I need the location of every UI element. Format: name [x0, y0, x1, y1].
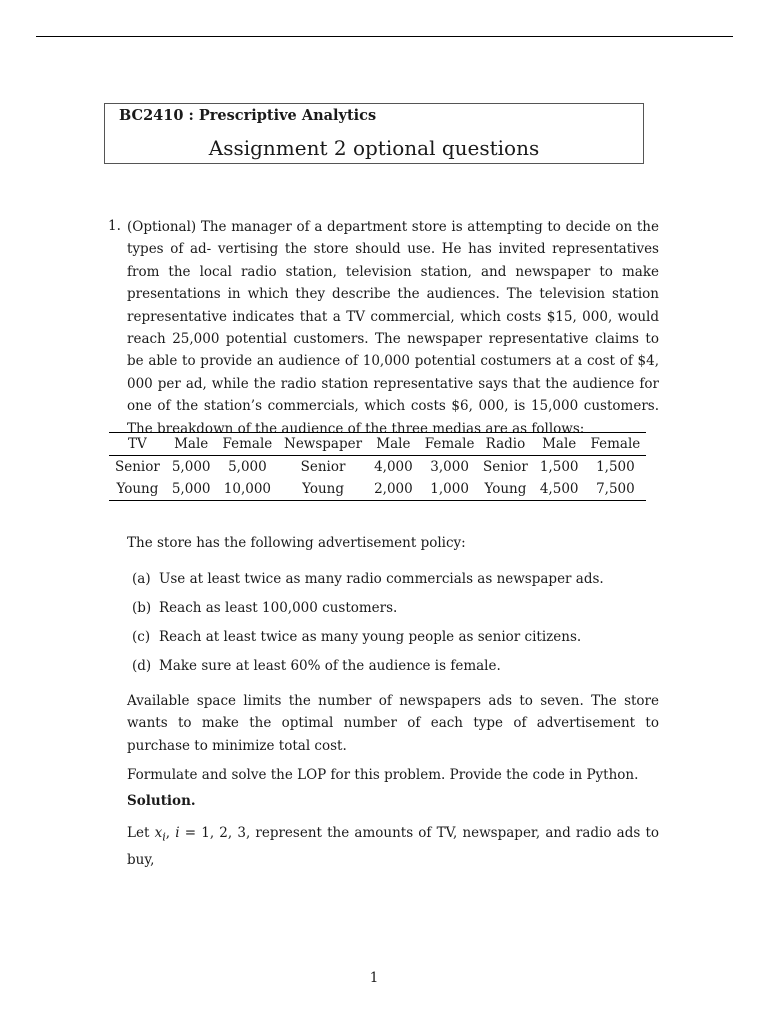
table-header-cell: Female	[590, 436, 641, 452]
list-item	[132, 568, 604, 597]
table-header-cell: Female	[424, 436, 475, 452]
variable-x: x	[154, 825, 163, 841]
table-cell: 10,000	[223, 481, 272, 497]
list-item	[132, 655, 604, 684]
table-header-cell: Female	[222, 436, 273, 452]
radio-audience-table	[477, 432, 646, 501]
index-range: = 1, 2, 3	[179, 825, 246, 841]
table-header-cell: Newspaper	[284, 436, 363, 452]
table-cell: 4,500	[539, 481, 579, 497]
task-paragraph: Formulate and solve the LOP for this problem. Provide the code in Python.	[127, 767, 639, 783]
table-cell: Senior	[300, 459, 346, 475]
policy-list	[132, 568, 604, 684]
table-cell: 1,500	[539, 459, 579, 475]
table-cell: Senior	[483, 459, 528, 475]
table-row	[278, 456, 481, 479]
list-item	[132, 626, 604, 655]
table-cell: 5,000	[228, 459, 267, 475]
table-cell: Young	[302, 481, 344, 497]
list-item	[132, 597, 604, 626]
index-variable: i	[175, 825, 180, 841]
table-cell: 2,000	[374, 481, 413, 497]
solution-paragraph	[127, 822, 659, 872]
table-header-row	[278, 433, 481, 456]
table-header-cell: TV	[128, 436, 147, 452]
table-row	[109, 478, 278, 501]
policy-intro: The store has the following advertisement policy:	[127, 535, 466, 551]
list-item-letter: (b)	[132, 600, 152, 616]
solution-suffix: , represent the amounts of TV, newspaper, and radio ads to buy,	[127, 825, 660, 869]
list-item-text: Make sure at least 60% of the audience is female.	[159, 658, 501, 674]
course-title: BC2410 : Prescriptive Analytics	[119, 107, 377, 124]
list-item-text: Reach as least 100,000 customers.	[159, 600, 398, 616]
table-header-cell: Male	[174, 436, 209, 452]
assignment-title: Assignment 2 optional questions	[208, 136, 540, 160]
table-row	[278, 478, 481, 501]
separator: ,	[165, 825, 176, 841]
variable-subscript: i	[162, 830, 166, 844]
table-cell: 1,000	[430, 481, 469, 497]
table-header-cell: Male	[542, 436, 577, 452]
list-item-letter: (a)	[132, 571, 151, 587]
table-row	[477, 456, 646, 479]
list-item-letter: (d)	[132, 658, 152, 674]
table-cell: 4,000	[374, 459, 413, 475]
header-box	[104, 103, 644, 164]
table-cell: 7,500	[596, 481, 635, 497]
table-header-row	[477, 433, 646, 456]
table-cell: Senior	[115, 459, 160, 475]
solution-heading: Solution.	[127, 793, 196, 809]
table-header-cell: Radio	[485, 436, 526, 452]
tv-audience-table	[109, 432, 278, 501]
table-cell: 5,000	[171, 481, 211, 497]
question-paragraph: (Optional) The manager of a department store is attempting to decide on the types of ad- vertising the store should use. He has invited representatives from the local radio station, television station, and newspaper to make presentations in which they describe the audiences. The television station representative indicates that a TV commercial, which costs $15, 000, would reach 25,000 potential customers. The newspaper representative claims to be able to provide an audience of 10,000 potential costumers at a cost of $4, 000 per ad, while the radio station representative says that the audience for one of the station’s commercials, which costs $6, 000, is 15,000 customers. The breakdown of the audience of the three medias are as follows:	[127, 219, 659, 437]
table-cell: Young	[484, 481, 527, 497]
list-item-text: Reach at least twice as many young people as senior citizens.	[159, 629, 582, 645]
table-row	[477, 478, 646, 501]
list-item-letter: (c)	[132, 629, 151, 645]
table-header-cell: Male	[376, 436, 411, 452]
table-cell: Young	[116, 481, 159, 497]
page-number: 1	[369, 970, 379, 986]
table-cell: 1,500	[596, 459, 635, 475]
constraint-paragraph: Available space limits the number of newspapers ads to seven. The store wants to make the optimal number of each type of advertisement to purchase to minimize total cost.	[127, 693, 659, 754]
table-row	[109, 456, 278, 479]
list-item-text: Use at least twice as many radio commercials as newspaper ads.	[159, 571, 604, 587]
question-number: 1.	[108, 218, 121, 234]
table-cell: 5,000	[171, 459, 211, 475]
table-cell: 3,000	[430, 459, 469, 475]
table-header-row	[109, 433, 278, 456]
top-rule	[36, 36, 733, 37]
solution-prefix: Let	[127, 825, 155, 841]
newspaper-audience-table	[278, 432, 481, 501]
